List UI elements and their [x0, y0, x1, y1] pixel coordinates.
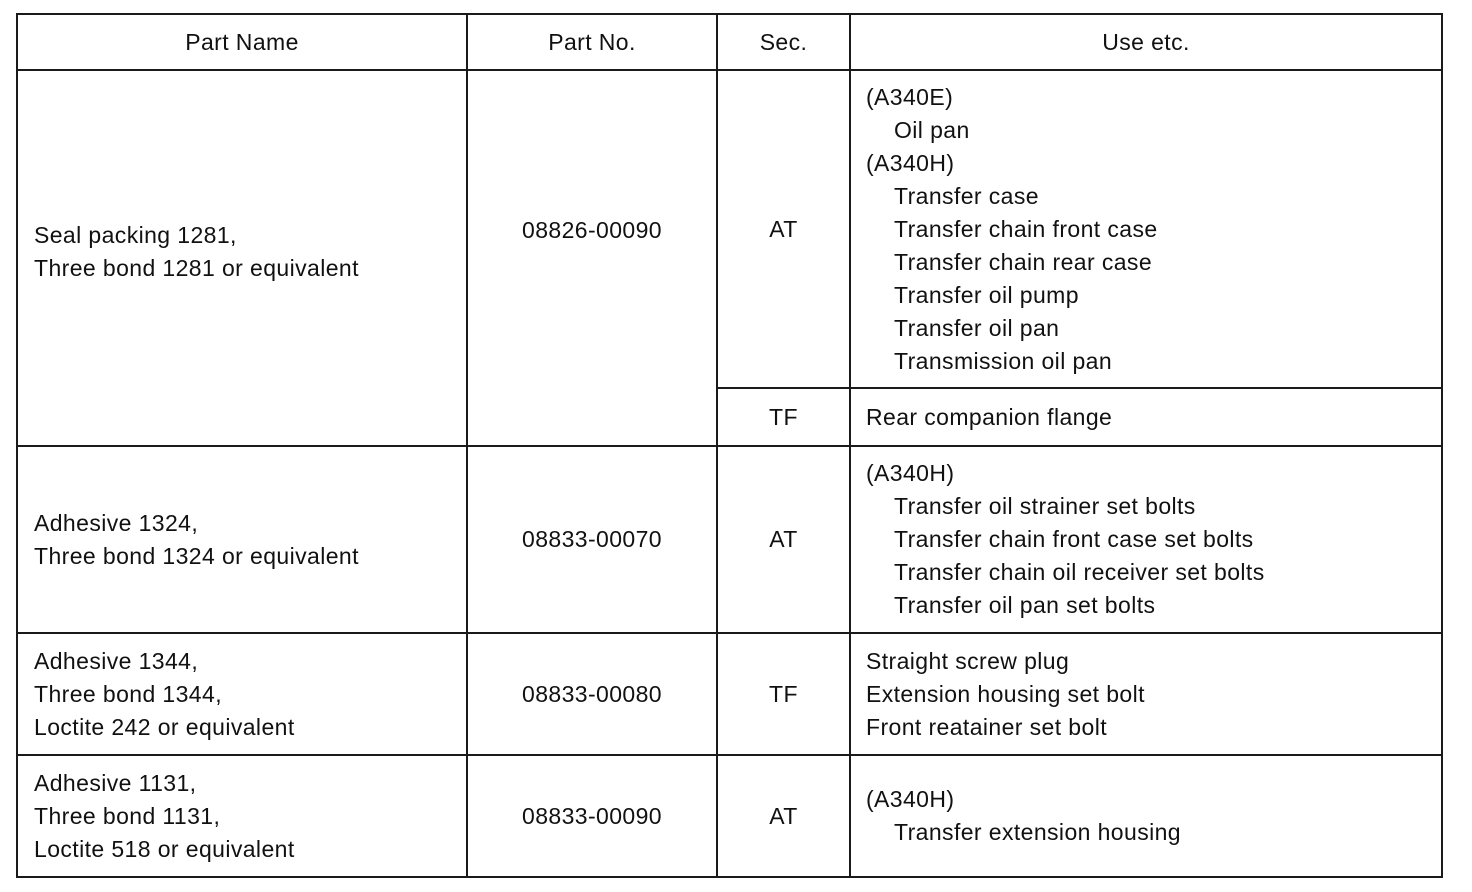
part-name-line: Seal packing 1281, [34, 222, 237, 248]
part-name-line: Adhesive 1131, [34, 769, 197, 796]
use-line: (A340H) [866, 786, 955, 812]
use-line: Transfer chain front case [894, 215, 1158, 242]
use-line: Rear companion flange [866, 403, 1113, 430]
part-name-line: Three bond 1324 or equivalent [34, 542, 359, 569]
part-name-line: Three bond 1131, [34, 802, 221, 829]
part-no-cell: 08833-00080 [467, 633, 717, 755]
use-line: (A340H) [866, 460, 955, 486]
use-line: (A340E) [866, 83, 954, 110]
use-line: Transfer chain oil receiver set bolts [894, 559, 1265, 585]
part-no-cell [467, 70, 717, 446]
part-name-line: Adhesive 1344, [34, 647, 199, 674]
sec-cell: AT [717, 446, 850, 633]
use-line: Front reatainer set bolt [866, 713, 1107, 740]
part-name-line: Three bond 1344, [34, 680, 222, 707]
part-name-cell [17, 446, 467, 633]
sec-cell: AT [717, 755, 850, 877]
sec-cell: TF [717, 388, 850, 446]
part-name-line: Three bond 1281 or equivalent [34, 255, 359, 281]
use-line: Transfer oil pan [894, 314, 1060, 341]
header-use: Use etc. [850, 14, 1442, 70]
use-line: (A340H) [866, 149, 955, 176]
use-line: Transfer chain front case set bolts [894, 526, 1254, 552]
use-cell [850, 755, 1442, 877]
sec-cell: TF [717, 633, 850, 755]
part-no-cell: 08833-00090 [467, 755, 717, 877]
use-cell [850, 446, 1442, 633]
use-line: Transfer oil pump [894, 281, 1079, 308]
sealant-parts-table [16, 13, 1443, 878]
use-cell [850, 633, 1442, 755]
table-row [17, 633, 1442, 755]
part-no: 08826-00090 [522, 216, 662, 243]
use-line: Transmission oil pan [894, 347, 1113, 374]
header-part-no: Part No. [467, 14, 717, 70]
use-line: Oil pan [894, 116, 970, 143]
table-row [17, 70, 1442, 388]
header-sec: Sec. [717, 14, 850, 70]
part-name-line: Loctite 242 or equivalent [34, 713, 295, 740]
part-name-line: Loctite 518 or equivalent [34, 835, 295, 862]
use-line: Transfer chain rear case [894, 248, 1153, 275]
sec-cell: AT [717, 70, 850, 388]
table-row [17, 446, 1442, 633]
use-line: Transfer case [894, 182, 1039, 209]
part-name-cell [17, 755, 467, 877]
use-line: Transfer oil pan set bolts [894, 592, 1156, 618]
part-name-line: Adhesive 1324, [34, 509, 199, 536]
use-line: Transfer oil strainer set bolts [894, 493, 1196, 519]
part-name-cell [17, 70, 467, 446]
table-row [17, 755, 1442, 877]
part-name-cell [17, 633, 467, 755]
use-cell [850, 70, 1442, 388]
header-row [17, 14, 1442, 70]
use-line: Extension housing set bolt [866, 680, 1145, 707]
use-line: Transfer extension housing [894, 819, 1181, 845]
header-part-name: Part Name [17, 14, 467, 70]
part-no-cell: 08833-00070 [467, 446, 717, 633]
use-line: Straight screw plug [866, 647, 1070, 674]
use-cell [850, 388, 1442, 446]
